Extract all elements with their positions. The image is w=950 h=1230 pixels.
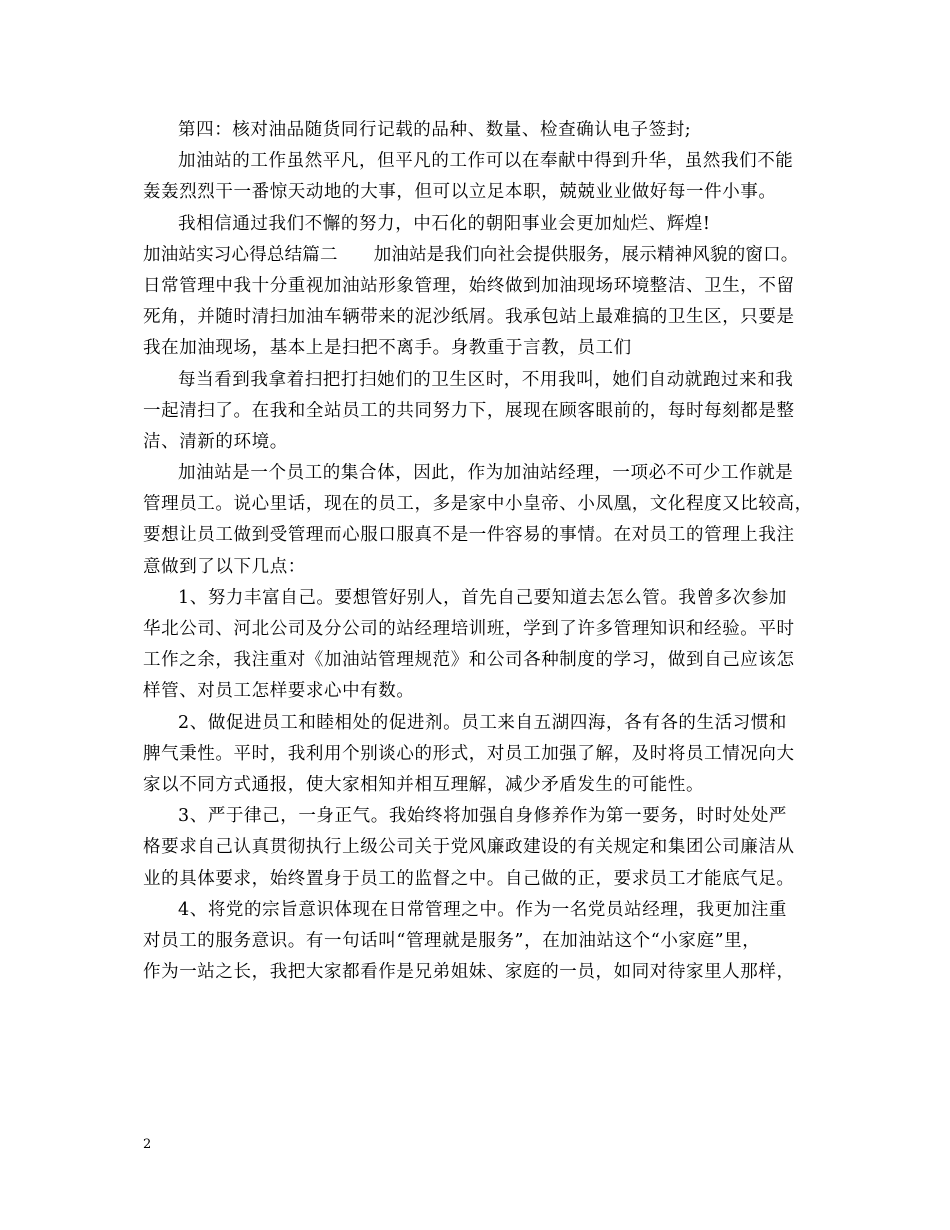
document-body bbox=[143, 115, 811, 988]
section-heading: 加油站实习心得总结篇二 bbox=[143, 244, 338, 265]
paragraph-line: 1、努力丰富自己。要想管好别人，首先自己要知道去怎么管。我曾多次参加 bbox=[178, 587, 788, 608]
paragraph-line: 格要求自己认真贯彻执行上级公司关于党风廉政建设的有关规定和集团公司廉洁从 bbox=[143, 837, 795, 858]
paragraph-line: 家以不同方式通报，使大家相知并相互理解，减少矛盾发生的可能性。 bbox=[143, 774, 705, 795]
paragraph-line: 日常管理中我十分重视加油站形象管理，始终做到加油现场环境整洁、卫生，不留 bbox=[143, 275, 795, 296]
paragraph-line: 业的具体要求，始终置身于员工的监督之中。自己做的正，要求员工才能底气足。 bbox=[143, 868, 795, 889]
paragraph-line: 作为一站之长，我把大家都看作是兄弟姐妹、家庭的一员，如同对待家里人那样， bbox=[143, 962, 795, 983]
paragraph-line: 对员工的服务意识。有一句话叫“管理就是服务”，在加油站这个“小家庭”里， bbox=[143, 930, 761, 951]
paragraph-line: 我在加油现场，基本上是扫把不离手。身教重于言教，员工们 bbox=[143, 338, 632, 359]
paragraph-line: 华北公司、河北公司及分公司的站经理培训班，学到了许多管理知识和经验。平时 bbox=[143, 619, 795, 639]
section-heading-line bbox=[143, 240, 811, 271]
paragraph-line: 加油站是一个员工的集合体，因此，作为加油站经理，一项必不可少工作就是 bbox=[178, 463, 794, 484]
paragraph-line: 2、做促进员工和睦相处的促进剂。员工来自五湖四海，各有各的生活习惯和 bbox=[178, 712, 788, 733]
paragraph-line: 第四：核对油品随货同行记载的品种、数量、检查确认电子签封; bbox=[178, 120, 692, 140]
paragraph-line: 样管、对员工怎样要求心中有数。 bbox=[143, 681, 415, 702]
paragraph-line: 轰轰烈烈干一番惊天动地的大事，但可以立足本职，兢兢业业做好每一件小事。 bbox=[143, 182, 777, 203]
paragraph-line: 我相信通过我们不懈的努力，中石化的朝阳事业会更加灿烂、辉煌! bbox=[178, 213, 711, 234]
paragraph-line: 加油站的工作虽然平凡，但平凡的工作可以在奉献中得到升华，虽然我们不能 bbox=[178, 151, 794, 172]
paragraph-line: 洁、清新的环境。 bbox=[143, 431, 288, 452]
paragraph-line: 脾气秉性。平时，我利用个别谈心的形式，对员工加强了解，及时将员工情况向大 bbox=[143, 743, 795, 764]
paragraph-line: 死角，并随时清扫加油车辆带来的泥沙纸屑。我承包站上最难搞的卫生区，只要是 bbox=[143, 307, 795, 328]
paragraph-line: 4、将党的宗旨意识体现在日常管理之中。作为一名党员站经理，我更加注重 bbox=[178, 899, 788, 920]
page-number: 2 bbox=[143, 1137, 152, 1152]
paragraph-line: 意做到了以下几点： bbox=[143, 556, 306, 577]
section-heading-continuation: 加油站是我们向社会提供服务，展示精神风貌的窗口。 bbox=[373, 244, 799, 265]
paragraph-line: 工作之余，我注重对《加油站管理规范》和公司各种制度的学习，做到自己应该怎 bbox=[143, 650, 795, 671]
paragraph-line: 一起清扫了。在我和全站员工的共同努力下，展现在顾客眼前的，每时每刻都是整 bbox=[143, 400, 795, 421]
paragraph-line: 3、严于律己，一身正气。我始终将加强自身修养作为第一要务，时时处处严 bbox=[178, 806, 788, 827]
paragraph-line: 管理员工。说心里话，现在的员工，多是家中小皇帝、小凤凰，文化程度又比较高， bbox=[143, 494, 813, 515]
paragraph-line: 每当看到我拿着扫把打扫她们的卫生区时，不用我叫，她们自动就跑过来和我 bbox=[178, 369, 794, 390]
paragraph-line: 要想让员工做到受管理而心服口服真不是一件容易的事情。在对员工的管理上我注 bbox=[143, 525, 795, 546]
